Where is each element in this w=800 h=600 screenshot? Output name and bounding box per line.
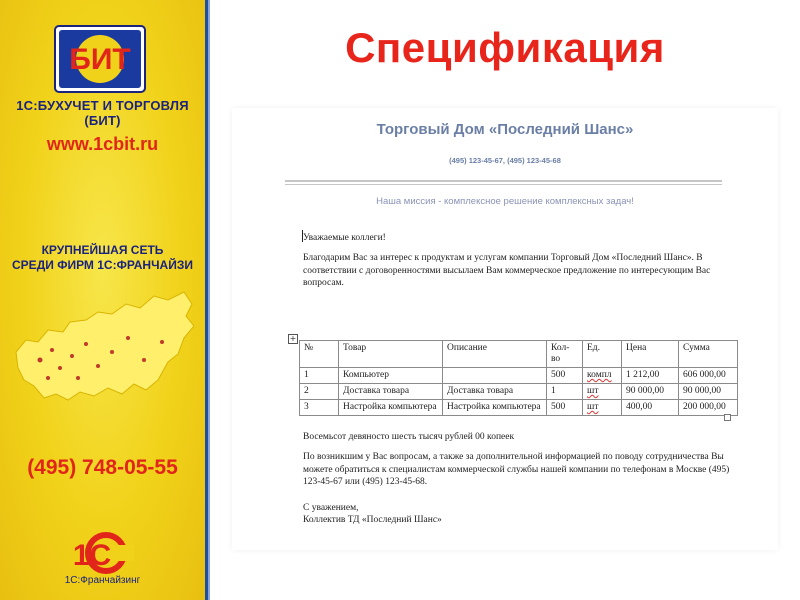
cell-price: 90 000,00 (622, 384, 679, 400)
cell-description: Доставка товара (443, 384, 547, 400)
sidebar-banner (0, 0, 205, 600)
document-preview (232, 108, 778, 550)
intro-paragraph: Благодарим Вас за интерес к продуктам и услугам компании Торговый Дом «Последний Шанс». В соответствии с договоренностями высылаем Вам коммерческое предложение по интересующим Вас вопросам. (303, 253, 711, 288)
cell-unit: шт (583, 384, 622, 400)
header-cell-description: Описание (443, 341, 547, 368)
cell-sum: 200 000,00 (679, 400, 738, 416)
header-cell-price: Цена (622, 341, 679, 368)
contact-phone: (495) 748-05-55 (27, 456, 178, 479)
closing-line: С уважением, (303, 503, 359, 513)
header-cell-sum: Сумма (679, 341, 738, 368)
signature-line: Коллектив ТД «Последний Шанс» (303, 515, 442, 525)
cell-quantity: 500 (547, 368, 583, 384)
franchise-label: 1С:Франчайзинг (64, 575, 141, 586)
header-cell-unit: Ед. (583, 341, 622, 368)
cell-number: 3 (300, 400, 339, 416)
page-title: Спецификация (345, 24, 665, 71)
header-divider (285, 180, 722, 182)
svg-text:БИТ: БИТ (69, 43, 131, 76)
header-cell-quantity: Кол-во (547, 341, 583, 368)
cell-quantity: 500 (547, 400, 583, 416)
russia-map-icon (8, 282, 198, 422)
company-name: Торговый Дом «Последний Шанс» (376, 121, 634, 138)
slogan-line-2: СРЕДИ ФИРМ 1С:ФРАНЧАЙЗИ (12, 258, 193, 272)
cell-price: 1 212,00 (622, 368, 679, 384)
cell-unit: шт (583, 400, 622, 416)
slogan-line-1: КРУПНЕЙШАЯ СЕТЬ (41, 243, 164, 257)
cell-number: 2 (300, 384, 339, 400)
header-cell-product: Товар (339, 341, 443, 368)
cell-description: Настройка компьютера (443, 400, 547, 416)
amount-in-words: Восемьсот девяносто шесть тысяч рублей 00 копеек (303, 432, 515, 442)
cell-unit: компл (583, 368, 622, 384)
brand-name: 1С:БУХУЧЕТ И ТОРГОВЛЯ (16, 98, 189, 113)
contact-paragraph: По возникшим у Вас вопросам, а также за дополнительной информацией по поводу сотрудничества Вы можете обратиться к специалистам коммерческой службы нашей компании по телефонам в Москве (495) 123-45-67 или (495) 123-45-68. (303, 452, 730, 487)
table-row (300, 400, 738, 416)
greeting: Уважаемые коллеги! (303, 233, 386, 243)
specification-table (299, 340, 738, 416)
header-cell-number: № (300, 341, 339, 368)
cell-description (443, 368, 547, 384)
cell-product: Настройка компьютера (339, 400, 443, 416)
cell-product: Компьютер (339, 368, 443, 384)
mission-statement: Наша миссия - комплексное решение комплексных задач! (376, 196, 634, 207)
table-resize-handle-icon[interactable] (724, 414, 731, 421)
sidebar-border-light (208, 0, 210, 600)
header-divider-thin (285, 184, 722, 185)
1c-logo (66, 531, 136, 577)
bit-logo (53, 24, 147, 94)
table-move-handle-icon[interactable]: + (289, 334, 297, 343)
cell-sum: 90 000,00 (679, 384, 738, 400)
website-link[interactable]: www.1cbit.ru (46, 134, 159, 154)
table-header-row (300, 341, 738, 368)
cell-sum: 606 000,00 (679, 368, 738, 384)
cell-price: 400,00 (622, 400, 679, 416)
svg-text:1С: 1С (72, 539, 112, 572)
table-row (300, 368, 738, 384)
cell-product: Доставка товара (339, 384, 443, 400)
cell-number: 1 (300, 368, 339, 384)
company-phones: (495) 123-45-67, (495) 123-45-68 (449, 156, 561, 165)
table-row (300, 384, 738, 400)
brand-abbreviation: (БИТ) (84, 113, 121, 128)
cell-quantity: 1 (547, 384, 583, 400)
